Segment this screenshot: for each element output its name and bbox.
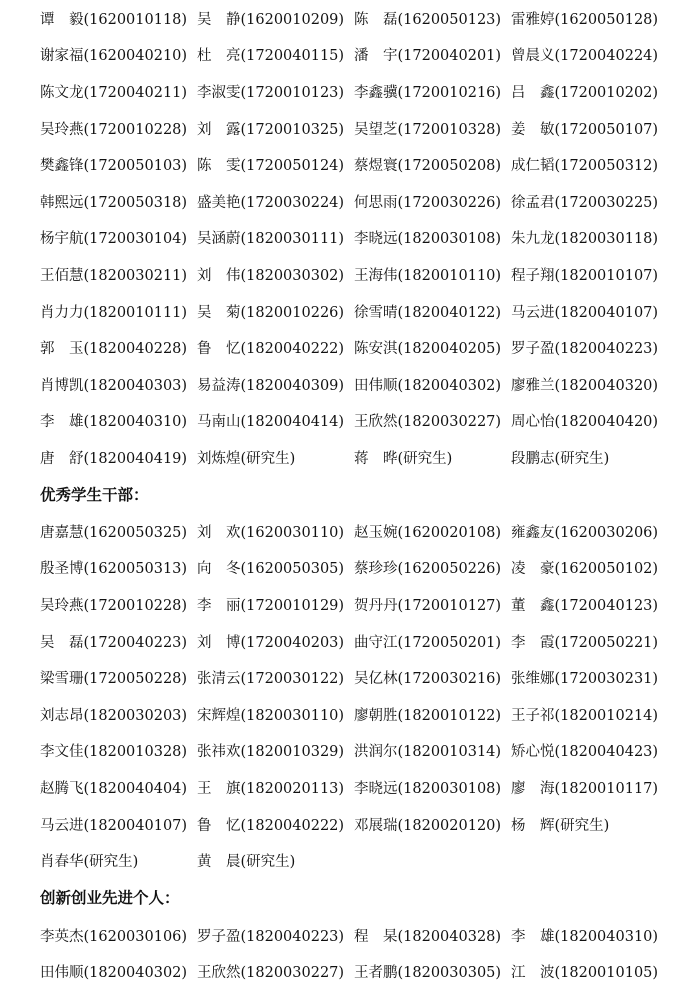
name-row: [40, 959, 680, 983]
name-entry: 曲守江(1720050201): [354, 634, 502, 651]
name-entry: 徐雪晴(1820040122): [354, 304, 502, 321]
name-entry: 曾晨义(1720040224): [511, 47, 659, 64]
name-entry: 蒋 晔(研究生): [354, 450, 453, 467]
name-entry: 向 冬(1620050305): [197, 560, 345, 577]
name-row: [40, 79, 680, 103]
name-row: [40, 42, 680, 66]
name-entry: 赵腾飞(1820040404): [40, 780, 188, 797]
name-entry: 李晓远(1820030108): [354, 230, 502, 247]
name-entry: 吴涵蔚(1820030111): [197, 230, 345, 247]
name-entry: 吴 菊(1820010226): [197, 304, 345, 321]
name-entry: 韩熙远(1720050318): [40, 194, 188, 211]
name-entry: 廖 海(1820010117): [511, 780, 659, 797]
name-entry: 罗子盈(1820040223): [511, 340, 659, 357]
name-entry: 蔡珍珍(1620050226): [354, 560, 502, 577]
name-entry: 谭 毅(1620010118): [40, 11, 188, 28]
name-entry: 贺丹丹(1720010127): [354, 597, 502, 614]
name-entry: 陈 磊(1620050123): [354, 11, 502, 28]
name-entry: 程 杲(1820040328): [354, 928, 502, 945]
name-entry: 马云进(1820040107): [40, 817, 188, 834]
name-entry: 矫心悦(1820040423): [511, 743, 659, 760]
name-row: [40, 848, 680, 872]
name-entry: 马云进(1820040107): [511, 304, 659, 321]
name-entry: 肖力力(1820010111): [40, 304, 188, 321]
name-entry: 何思雨(1720030226): [354, 194, 502, 211]
name-entry: 江 波(1820010105): [511, 964, 659, 981]
name-entry: 唐 舒(1820040419): [40, 450, 188, 467]
name-entry: 王者鹏(1820030305): [354, 964, 502, 981]
name-row: [40, 408, 680, 432]
name-entry: 田伟顺(1820040302): [40, 964, 188, 981]
name-row: [40, 299, 680, 323]
name-row: [40, 665, 680, 689]
name-entry: 鲁 忆(1820040222): [197, 340, 345, 357]
name-entry: 黄 晨(研究生): [197, 853, 296, 870]
name-entry: 李淑雯(1720010123): [197, 84, 345, 101]
name-entry: 吴玲燕(1720010228): [40, 121, 188, 138]
name-entry: 马南山(1820040414): [197, 413, 345, 430]
name-row: [40, 702, 680, 726]
section-heading-innovation: 创新创业先进个人：: [40, 888, 180, 907]
name-entry: 段鹏志(研究生): [511, 450, 610, 467]
name-entry: 梁雪珊(1720050228): [40, 670, 188, 687]
name-entry: 徐孟君(1720030225): [511, 194, 659, 211]
name-entry: 吕 鑫(1720010202): [511, 84, 659, 101]
name-entry: 罗子盈(1820040223): [197, 928, 345, 945]
name-entry: 廖雅兰(1820040320): [511, 377, 659, 394]
name-entry: 吴 静(1620010209): [197, 11, 345, 28]
name-entry: 张祎欢(1820010329): [197, 743, 345, 760]
name-row: [40, 372, 680, 396]
name-entry: 李英杰(1620030106): [40, 928, 188, 945]
name-entry: 杨 辉(研究生): [511, 817, 610, 834]
name-entry: 肖春华(研究生): [40, 853, 139, 870]
name-row: [40, 775, 680, 799]
name-entry: 雍鑫友(1620030206): [511, 524, 659, 541]
section-heading-outstanding-cadres: 优秀学生干部：: [40, 485, 149, 504]
name-entry: 吴望芝(1720010328): [354, 121, 502, 138]
name-entry: 程子翔(1820010107): [511, 267, 659, 284]
name-row: [40, 116, 680, 140]
name-entry: 董 鑫(1720040123): [511, 597, 659, 614]
name-row: [40, 812, 680, 836]
name-entry: 王海伟(1820010110): [354, 267, 502, 284]
name-entry: 郭 玉(1820040228): [40, 340, 188, 357]
name-row: [40, 335, 680, 359]
name-entry: 邓展瑞(1820020120): [354, 817, 502, 834]
name-entry: 朱九龙(1820030118): [511, 230, 659, 247]
name-entry: 樊鑫锋(1720050103): [40, 157, 188, 174]
name-entry: 张清云(1720030122): [197, 670, 345, 687]
name-entry: 吴亿林(1720030216): [354, 670, 502, 687]
name-entry: 鲁 忆(1820040222): [197, 817, 345, 834]
name-entry: 殷圣博(1620050313): [40, 560, 188, 577]
name-entry: 姜 敏(1720050107): [511, 121, 659, 138]
name-entry: 陈安淇(1820040205): [354, 340, 502, 357]
name-entry: 杨宇航(1720030104): [40, 230, 188, 247]
name-entry: 吴 磊(1720040223): [40, 634, 188, 651]
name-row: [40, 189, 680, 213]
name-entry: 肖博凯(1820040303): [40, 377, 188, 394]
name-entry: 盛美艳(1720030224): [197, 194, 345, 211]
name-entry: 杜 亮(1720040115): [197, 47, 345, 64]
name-row: [40, 445, 680, 469]
name-row: [40, 262, 680, 286]
name-row: [40, 519, 680, 543]
name-row: [40, 152, 680, 176]
name-entry: 宋辉煌(1820030110): [197, 707, 345, 724]
name-entry: 洪润尔(1820010314): [354, 743, 502, 760]
name-entry: 唐嘉慧(1620050325): [40, 524, 188, 541]
name-entry: 李 丽(1720010129): [197, 597, 345, 614]
name-entry: 凌 豪(1620050102): [511, 560, 659, 577]
name-entry: 陈文龙(1720040211): [40, 84, 188, 101]
name-entry: 周心怡(1820040420): [511, 413, 659, 430]
name-row: [40, 555, 680, 579]
name-entry: 王欣然(1820030227): [354, 413, 502, 430]
name-row: [40, 923, 680, 947]
name-row: [40, 629, 680, 653]
name-entry: 陈 雯(1720050124): [197, 157, 345, 174]
name-entry: 刘志昂(1820030203): [40, 707, 188, 724]
name-entry: 李鑫骥(1720010216): [354, 84, 502, 101]
name-entry: 李晓远(1820030108): [354, 780, 502, 797]
name-entry: 李文佳(1820010328): [40, 743, 188, 760]
name-entry: 吴玲燕(1720010228): [40, 597, 188, 614]
name-entry: 刘 伟(1820030302): [197, 267, 345, 284]
name-entry: 王子祁(1820010214): [511, 707, 659, 724]
name-entry: 李 雄(1820040310): [40, 413, 188, 430]
name-entry: 王佰慧(1820030211): [40, 267, 188, 284]
name-entry: 谢家福(1620040210): [40, 47, 188, 64]
name-entry: 易益涛(1820040309): [197, 377, 345, 394]
name-entry: 赵玉婉(1620020108): [354, 524, 502, 541]
name-entry: 刘炼煌(研究生): [197, 450, 296, 467]
name-entry: 刘 欢(1620030110): [197, 524, 345, 541]
name-entry: 李 雄(1820040310): [511, 928, 659, 945]
name-row: [40, 6, 680, 30]
name-entry: 田伟顺(1820040302): [354, 377, 502, 394]
name-entry: 廖朝胜(1820010122): [354, 707, 502, 724]
name-entry: 雷雅婷(1620050128): [511, 11, 659, 28]
name-entry: 蔡煜寰(1720050208): [354, 157, 502, 174]
name-entry: 李 霞(1720050221): [511, 634, 659, 651]
name-entry: 刘 博(1720040203): [197, 634, 345, 651]
name-row: [40, 738, 680, 762]
name-entry: 成仁韬(1720050312): [511, 157, 659, 174]
name-entry: 张维娜(1720030231): [511, 670, 659, 687]
name-row: [40, 225, 680, 249]
name-entry: 王 旗(1820020113): [197, 780, 345, 797]
name-entry: 潘 宇(1720040201): [354, 47, 502, 64]
name-row: [40, 592, 680, 616]
name-entry: 刘 露(1720010325): [197, 121, 345, 138]
name-entry: 王欣然(1820030227): [197, 964, 345, 981]
